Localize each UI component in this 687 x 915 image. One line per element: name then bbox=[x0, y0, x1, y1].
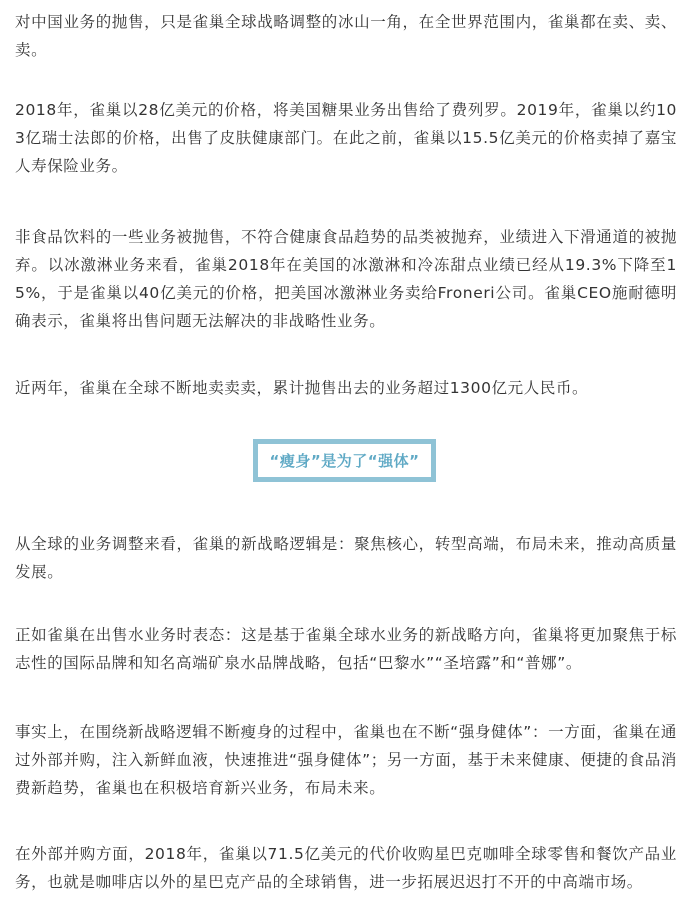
paragraph: 在外部并购方面，2018年，雀巢以71.5亿美元的代价收购星巴克咖啡全球零售和餐饮产品业务，也就是咖啡店以外的星巴克产品的全球销售，进一步拓展迟迟打不开的中高端市场。 bbox=[15, 845, 677, 891]
section-heading: “瘦身”是为了“强体” bbox=[269, 452, 420, 470]
paragraph: 2018年，雀巢以28亿美元的价格，将美国糖果业务出售给了费列罗。2019年，雀巢以约103亿瑞士法郎的价格，出售了皮肤健康部门。在此之前，雀巢以15.5亿美元的价格卖掉了嘉宝人寿保险业务。 bbox=[15, 101, 677, 175]
paragraph: 近两年，雀巢在全球不断地卖卖卖，累计抛售出去的业务超过1300亿元人民币。 bbox=[15, 379, 589, 397]
section-heading-wrapper bbox=[15, 439, 677, 482]
paragraph: 对中国业务的抛售，只是雀巢全球战略调整的冰山一角，在全世界范围内，雀巢都在卖、卖、卖。 bbox=[15, 13, 677, 59]
paragraph: 从全球的业务调整来看，雀巢的新战略逻辑是：聚焦核心，转型高端，布局未来，推动高质量发展。 bbox=[15, 535, 677, 581]
paragraph: 事实上，在围绕新战略逻辑不断瘦身的过程中，雀巢也在不断“强身健体”：一方面，雀巢在通过外部并购，注入新鲜血液，快速推进“强身健体”；另一方面，基于未来健康、便捷的食品消费新趋势，雀巢也在积极培育新兴业务，布局未来。 bbox=[15, 723, 677, 797]
section-heading-box bbox=[253, 439, 436, 482]
paragraph: 非食品饮料的一些业务被抛售，不符合健康食品趋势的品类被抛弃，业绩进入下滑通道的被抛弃。以冰激淋业务来看，雀巢2018年在美国的冰激淋和冷冻甜点业绩已经从19.3%下降至15%，于是雀巢以40亿美元的价格，把美国冰激淋业务卖给Froneri公司。雀巢CEO施耐德明确表示，雀巢将出售问题无法解决的非战略性业务。 bbox=[15, 228, 677, 330]
paragraph: 正如雀巢在出售水业务时表态：这是基于雀巢全球水业务的新战略方向，雀巢将更加聚焦于标志性的国际品牌和知名高端矿泉水品牌战略，包括“巴黎水”“圣培露”和“普娜”。 bbox=[15, 626, 677, 672]
